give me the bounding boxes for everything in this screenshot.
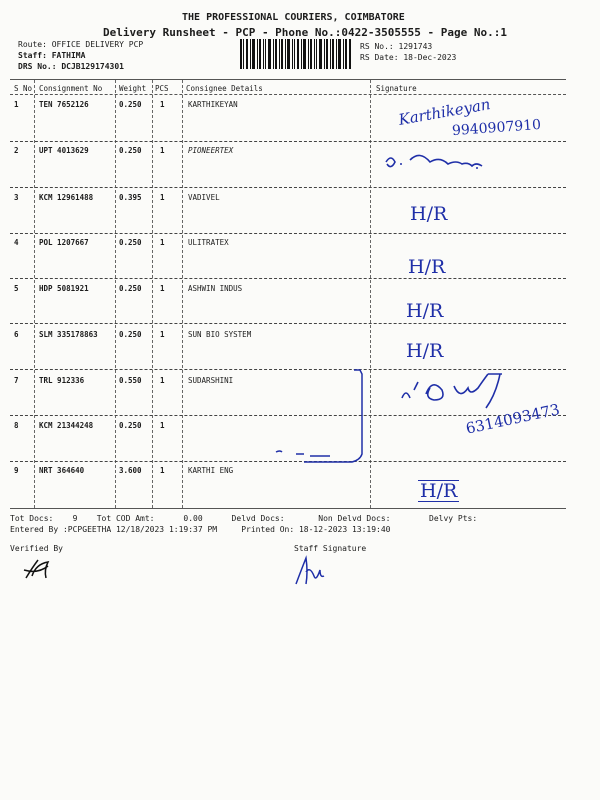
row-7-consignee: SUDARSHINI [188, 376, 234, 385]
row-4-consignee: ULITRATEX [188, 238, 229, 247]
row-1-pcs: 1 [160, 100, 165, 109]
row-8-pcs: 1 [160, 421, 165, 430]
staff-signature-scribble [290, 554, 326, 588]
row-8-weight: 0.250 [119, 421, 142, 430]
row-5-hr-mark: H/R [406, 300, 444, 322]
rs-date: RS Date: 18-Dec-2023 [360, 53, 457, 62]
row-4-weight: 0.250 [119, 238, 142, 247]
row-2-consignee: PIONEERTEX [188, 146, 234, 155]
row-6-consignee: SUN BIO SYSTEM [188, 330, 252, 339]
row-2-signature-scribble [380, 148, 500, 174]
route-label: Route: OFFICE DELIVERY PCP [18, 40, 144, 49]
row-8-consignment: KCM 21344248 [39, 421, 94, 430]
col-header-weight: Weight [119, 84, 147, 93]
col-header-sno: S No [14, 84, 33, 93]
col-header-signature: Signature [376, 84, 417, 93]
table-bottom-rule [10, 508, 566, 509]
row-9-weight: 3.600 [119, 466, 142, 475]
row-1-divider [10, 141, 566, 142]
company-name: THE PROFESSIONAL COURIERS, COIMBATORE [182, 12, 405, 23]
row-5-consignee: ASHWIN INDUS [188, 284, 243, 293]
row-3-pcs: 1 [160, 193, 165, 202]
table-header-rule [10, 94, 566, 95]
row-6-hr-mark: H/R [406, 340, 444, 362]
row-9-sno: 9 [14, 466, 19, 475]
ditto-bracket-mark [236, 366, 376, 466]
row-2-sno: 2 [14, 146, 19, 155]
drs-number: DRS No.: DCJB129174301 [18, 62, 124, 71]
staff-signature-label: Staff Signature [294, 544, 367, 553]
row-1-sno: 1 [14, 100, 19, 109]
row-6-weight: 0.250 [119, 330, 142, 339]
row-7-pcs: 1 [160, 376, 165, 385]
row-2-divider [10, 187, 566, 188]
row-4-divider [10, 278, 566, 279]
row-7-consignment: TRL 912336 [39, 376, 85, 385]
row-1-consignment: TEN 7652126 [39, 100, 89, 109]
row-7-sno: 7 [14, 376, 19, 385]
row-5-weight: 0.250 [119, 284, 142, 293]
row-1-consignee: KARTHIKEYAN [188, 100, 238, 109]
row-2-pcs: 1 [160, 146, 165, 155]
entered-by-line: Entered By :PCPGEETHA 12/18/2023 1:19:37 PM Printed On: 18-12-2023 13:19:40 [10, 525, 391, 534]
col-divider-pcs [182, 80, 183, 508]
row-3-divider [10, 233, 566, 234]
col-header-consignee: Consignee Details [186, 84, 263, 93]
barcode [240, 39, 352, 69]
row-4-sno: 4 [14, 238, 19, 247]
row-8-sno: 8 [14, 421, 19, 430]
row-4-hr-mark: H/R [408, 256, 446, 278]
row-6-consignment: SLM 335178863 [39, 330, 98, 339]
staff-label: Staff: FATHIMA [18, 51, 86, 60]
row-3-consignee: VADIVEL [188, 193, 220, 202]
row-3-weight: 0.395 [119, 193, 142, 202]
row-3-consignment: KCM 12961488 [39, 193, 94, 202]
row-9-pcs: 1 [160, 466, 165, 475]
row-5-consignment: HDP 5081921 [39, 284, 89, 293]
row-5-divider [10, 323, 566, 324]
row-5-sno: 5 [14, 284, 19, 293]
row-3-hr-mark: H/R [410, 203, 448, 225]
row-4-consignment: POL 1207667 [39, 238, 89, 247]
col-divider-sno [34, 80, 35, 508]
row-6-pcs: 1 [160, 330, 165, 339]
row-1-handwritten-phone: 9940907910 [451, 116, 542, 140]
table-top-rule [10, 79, 566, 80]
row-9-consignment: NRT 364640 [39, 466, 85, 475]
col-header-consignment: Consignment No [39, 84, 103, 93]
row-9-consignee: KARTHI ENG [188, 466, 234, 475]
row-9-hr-mark: H/R [420, 480, 458, 502]
col-header-pcs: PCS [155, 84, 169, 93]
row-7-handwritten-phone: 6314093473 [464, 400, 562, 438]
row-4-pcs: 1 [160, 238, 165, 247]
verified-by-signature [20, 556, 60, 582]
row-5-pcs: 1 [160, 284, 165, 293]
row-1-weight: 0.250 [119, 100, 142, 109]
verified-by-label: Verified By [10, 544, 63, 553]
row-2-consignment: UPT 4013629 [39, 146, 89, 155]
totals-line: Tot Docs: 9 Tot COD Amt: 0.00 Delvd Docs: Non Delvd Docs: Delvy Pts: [10, 514, 478, 523]
row-6-sno: 6 [14, 330, 19, 339]
rs-number: RS No.: 1291743 [360, 42, 433, 51]
row-3-sno: 3 [14, 193, 19, 202]
col-divider-weight [152, 80, 153, 508]
col-divider-consignment [115, 80, 116, 508]
row-1-handwritten-name: Karthikeyan [397, 95, 492, 129]
runsheet-title: Delivery Runsheet - PCP - Phone No.:0422-3505555 - Page No.:1 [103, 26, 507, 39]
row-7-weight: 0.550 [119, 376, 142, 385]
row-2-weight: 0.250 [119, 146, 142, 155]
